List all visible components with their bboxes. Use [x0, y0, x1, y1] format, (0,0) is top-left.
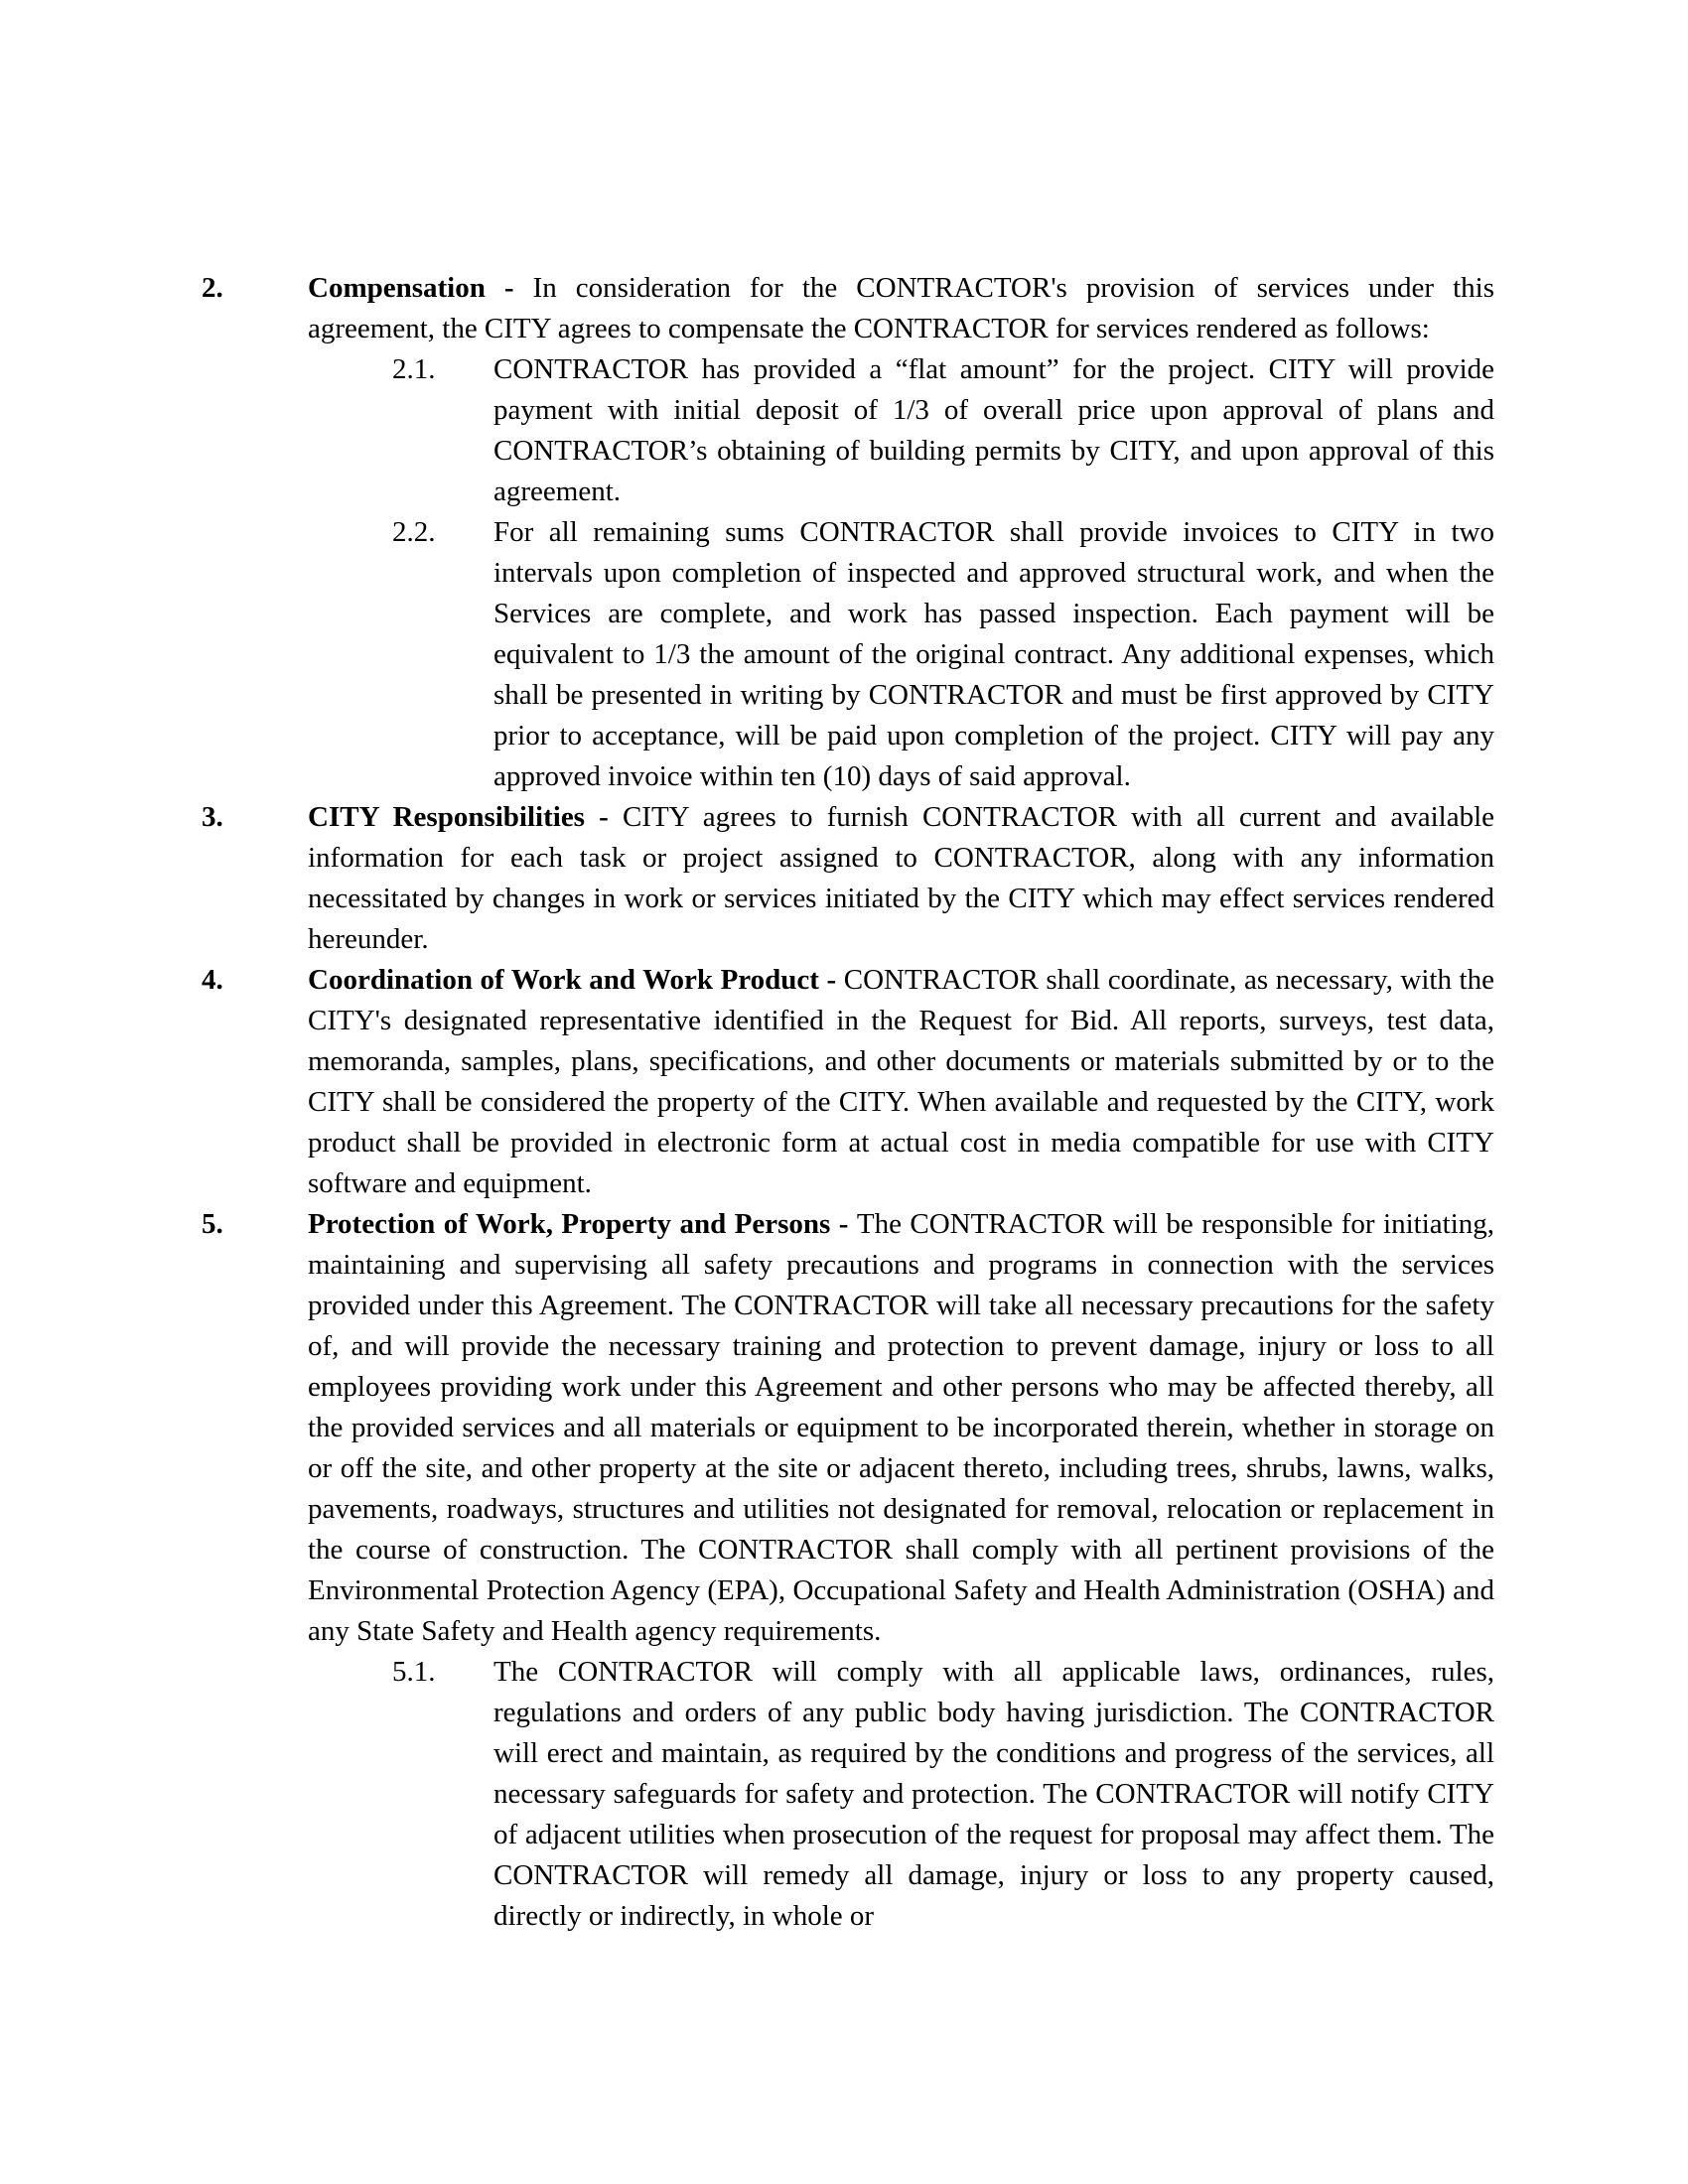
contract-section-row	[202, 1652, 1494, 1937]
contract-section-row	[202, 1204, 1494, 1652]
section-body: In consideration for the CONTRACTOR's provision of services under this agreement, the CITY agrees to compensate the CONTRACTOR for services rendered as follows:	[308, 272, 1494, 344]
section-number: 2.2.	[392, 516, 436, 548]
section-number: 2.	[202, 272, 223, 304]
section-body: The CONTRACTOR will be responsible for initiating, maintaining and supervising all safety precautions and programs in connection with the services provided under this Agreement. The CONTRACTOR will take all necessary precautions for the safety of, and will provide the necessary training and protection to prevent damage, injury or loss to all employees providing work under this Agreement and other persons who may be affected thereby, all the provided services and all materials or equipment to be incorporated therein, whether in storage on or off the site, and other property at the site or adjacent thereto, including trees, shrubs, lawns, walks, pavements, roadways, structures and utilities not designated for removal, relocation or replacement in the course of construction. The CONTRACTOR shall comply with all pertinent provisions of the Environmental Protection Agency (EPA), Occupational Safety and Health Administration (OSHA) and any State Safety and Health agency requirements.	[308, 1208, 1494, 1647]
section-number: 3.	[202, 801, 223, 833]
section-number: 5.1.	[392, 1656, 436, 1688]
section-number: 2.1.	[392, 353, 436, 385]
section-body: CONTRACTOR has provided a “flat amount” for the project. CITY will provide payment with initial deposit of 1/3 of overall price upon approval of plans and CONTRACTOR’s obtaining of building permits by CITY, and upon approval of this agreement.	[493, 353, 1494, 507]
contract-document-page	[202, 268, 1494, 1937]
section-body: For all remaining sums CONTRACTOR shall provide invoices to CITY in two intervals upon completion of inspected and approved structural work, and when the Services are complete, and work has passed inspection. Each payment will be equivalent to 1/3 the amount of the original contract. Any additional expenses, which shall be presented in writing by CONTRACTOR and must be first approved by CITY prior to acceptance, will be paid upon completion of the project. CITY will pay any approved invoice within ten (10) days of said approval.	[493, 516, 1494, 792]
contract-section-row	[202, 268, 1494, 349]
section-number: 4.	[202, 964, 223, 996]
contract-section-row	[202, 349, 1494, 512]
section-heading: CITY Responsibilities -	[308, 801, 623, 833]
section-number: 5.	[202, 1208, 223, 1240]
section-body: The CONTRACTOR will comply with all applicable laws, ordinances, rules, regulations and orders of any public body having jurisdiction. The CONTRACTOR will erect and maintain, as required by the conditions and progress of the services, all necessary safeguards for safety and protection. The CONTRACTOR will notify CITY of adjacent utilities when prosecution of the request for proposal may affect them. The CONTRACTOR will remedy all damage, injury or loss to any property caused, directly or indirectly, in whole or	[493, 1656, 1494, 1932]
section-text	[308, 268, 1494, 349]
section-heading: Compensation -	[308, 272, 533, 304]
section-text	[308, 797, 1494, 960]
section-text	[308, 1204, 1494, 1652]
section-heading: Protection of Work, Property and Persons -	[308, 1208, 857, 1240]
contract-section-row	[202, 512, 1494, 797]
section-text	[493, 1652, 1494, 1937]
section-text	[493, 512, 1494, 797]
section-text	[493, 349, 1494, 512]
section-body: CONTRACTOR shall coordinate, as necessary, with the CITY's designated representative identified in the Request for Bid. All reports, surveys, test data, memoranda, samples, plans, specifications, and other documents or materials submitted by or to the CITY shall be considered the property of the CITY. When available and requested by the CITY, work product shall be provided in electronic form at actual cost in media compatible for use with CITY software and equipment.	[308, 964, 1494, 1199]
section-heading: Coordination of Work and Work Product -	[308, 964, 844, 996]
section-body: CITY agrees to furnish CONTRACTOR with all current and available information for each task or project assigned to CONTRACTOR, along with any information necessitated by changes in work or services initiated by the CITY which may effect services rendered hereunder.	[308, 801, 1494, 955]
contract-section-row	[202, 960, 1494, 1204]
section-text	[308, 960, 1494, 1204]
contract-section-row	[202, 797, 1494, 960]
